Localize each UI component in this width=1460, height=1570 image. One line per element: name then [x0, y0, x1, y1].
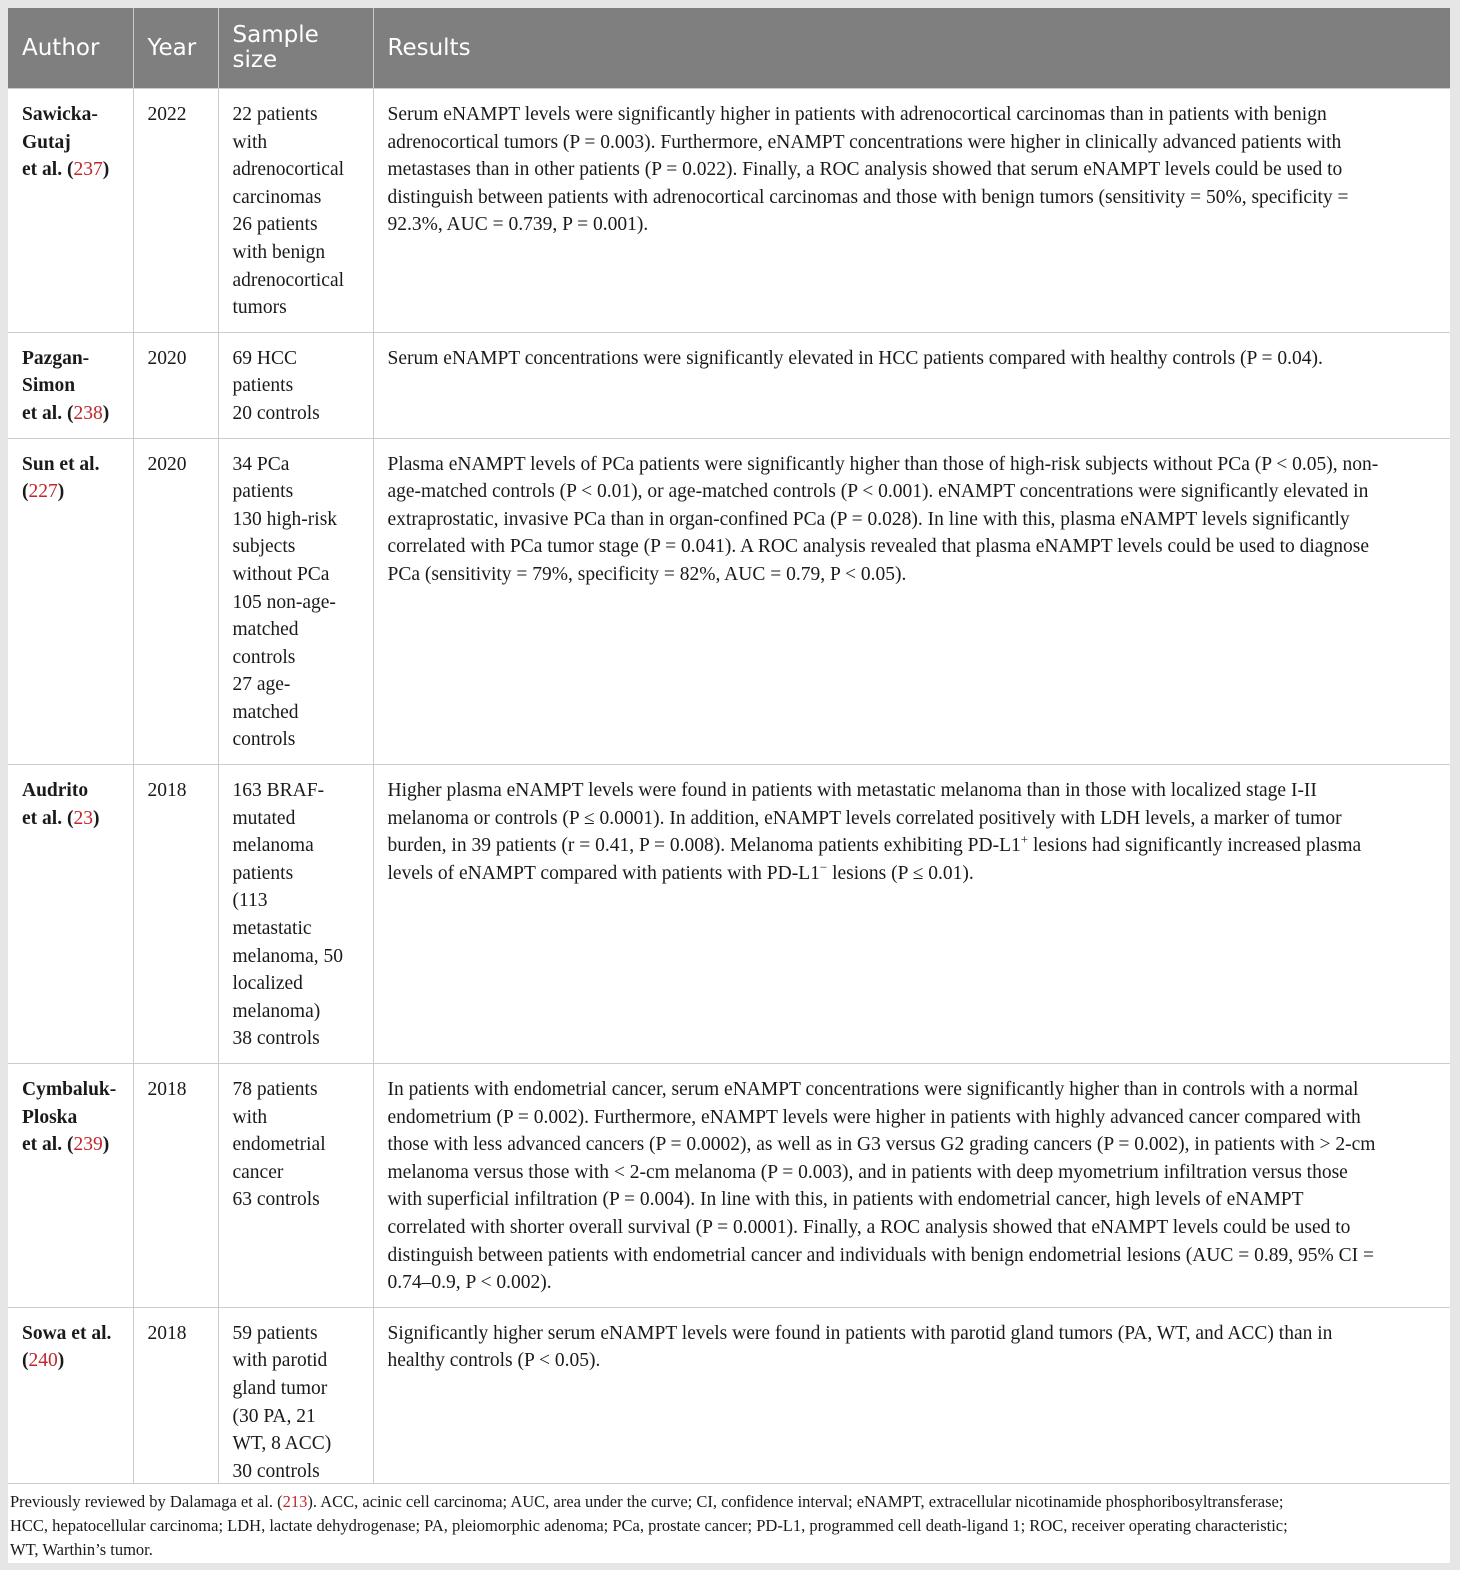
table-row	[8, 1064, 1450, 1308]
year-cell: 2018	[133, 1064, 218, 1308]
table-row	[8, 765, 1450, 1064]
results-cell: Serum eNAMPT concentrations were significantly elevated in HCC patients compared with healthy controls (P = 0.04).	[373, 332, 1450, 438]
author-cell: Sun et al. (227)	[8, 438, 133, 765]
table-row	[8, 438, 1450, 765]
author-cell: Cymbaluk- Ploska et al. (239)	[8, 1064, 133, 1308]
superscript-plus: +	[1020, 831, 1029, 847]
author-cell: Sawicka- Gutaj et al. (237)	[8, 89, 133, 333]
year-cell: 2018	[133, 765, 218, 1064]
author-cell: Pazgan- Simon et al. (238)	[8, 332, 133, 438]
table-row	[8, 332, 1450, 438]
year-cell: 2020	[133, 332, 218, 438]
reference-link[interactable]: 237	[73, 159, 103, 181]
reference-link[interactable]: 239	[73, 1134, 103, 1156]
year-cell: 2018	[133, 1307, 218, 1495]
sample-size-cell: 69 HCC patients 20 controls	[218, 332, 373, 438]
header-sample-size: Sample size	[218, 8, 373, 89]
sample-size-cell: 34 PCa patients 130 high-risk subjects without PCa 105 non-age- matched controls 27 age- matched controls	[218, 438, 373, 765]
author-cell: Sowa et al. (240)	[8, 1307, 133, 1495]
results-cell: Significantly higher serum eNAMPT levels were found in patients with parotid gland tumors (PA, WT, and ACC) than in healthy controls (P < 0.05).	[373, 1307, 1450, 1495]
header-results: Results	[373, 8, 1450, 89]
reference-link[interactable]: 213	[282, 1492, 308, 1511]
year-cell: 2020	[133, 438, 218, 765]
table-header-row	[8, 8, 1450, 89]
results-cell: Plasma eNAMPT levels of PCa patients were significantly higher than those of high-risk subjects without PCa (P < 0.05), non- age-matched controls (P < 0.01), or age-matched controls (P < 0.001). eNAMPT concentrations were significantly elevated in extraprostatic, invasive PCa than in organ-confined PCa (P = 0.028). In line with this, plasma eNAMPT levels significantly correlated with PCa tumor stage (P = 0.041). A ROC analysis revealed that plasma eNAMPT levels could be used to diagnose PCa (sensitivity = 79%, specificity = 82%, AUC = 0.79, P < 0.05).	[373, 438, 1450, 765]
header-year: Year	[133, 8, 218, 89]
table-row	[8, 1307, 1450, 1495]
reference-link[interactable]: 227	[28, 481, 58, 503]
sample-size-cell: 22 patients with adrenocortical carcinomas 26 patients with benign adrenocortical tumors	[218, 89, 373, 333]
reference-link[interactable]: 23	[73, 807, 93, 829]
results-cell: Higher plasma eNAMPT levels were found in patients with metastatic melanoma than in those with localized stage I-II melanoma or controls (P ≤ 0.0001). In addition, eNAMPT levels correlated positively with LDH levels, a marker of tumor burden, in 39 patients (r = 0.41, P = 0.008). Melanoma patients exhibiting PD-L1+ lesions had significantly increased plasma levels of eNAMPT compared with patients with PD-L1− lesions (P ≤ 0.01).	[373, 765, 1450, 1064]
author-cell: Audrito et al. (23)	[8, 765, 133, 1064]
superscript-minus: −	[819, 859, 828, 875]
results-cell: In patients with endometrial cancer, serum eNAMPT concentrations were significantly higher than in controls with a normal endometrium (P = 0.002). Furthermore, eNAMPT levels were higher in patients with highly advanced cancer compared with those with less advanced cancers (P = 0.0002), as well as in G3 versus G2 grading cancers (P = 0.002), in patients with > 2-cm melanoma versus those with < 2-cm melanoma (P = 0.003), and in patients with deep myometrium infiltration versus those with superficial infiltration (P = 0.004). In line with this, in patients with endometrial cancer, high levels of eNAMPT correlated with shorter overall survival (P = 0.0001). Finally, a ROC analysis showed that eNAMPT levels could be used to distinguish between patients with endometrial cancer and individuals with benign endometrial lesions (AUC = 0.89, 95% CI = 0.74–0.9, P < 0.002).	[373, 1064, 1450, 1308]
year-cell: 2022	[133, 89, 218, 333]
table-row	[8, 89, 1450, 333]
reference-link[interactable]: 238	[73, 402, 103, 424]
reference-link[interactable]: 240	[28, 1350, 58, 1372]
sample-size-cell: 78 patients with endometrial cancer 63 controls	[218, 1064, 373, 1308]
header-author: Author	[8, 8, 133, 89]
sample-size-cell: 163 BRAF- mutated melanoma patients (113 metastatic melanoma, 50 localized melanoma) 38 controls	[218, 765, 373, 1064]
table-footnote: Previously reviewed by Dalamaga et al. (213). ACC, acinic cell carcinoma; AUC, area under the curve; CI, confidence interval; eNAMPT, extracellular nicotinamide phosphoribosyltransferase; HCC, hepatocellular carcinoma; LDH, lactate dehydrogenase; PA, pleiomorphic adenoma; PCa, prostate cancer; PD-L1, programmed cell death-ligand 1; ROC, receiver operating characteristic; WT, Warthin’s tumor.	[8, 1483, 1450, 1563]
results-cell: Serum eNAMPT levels were significantly higher in patients with adrenocortical carcinomas than in patients with benign adrenocortical tumors (P = 0.003). Furthermore, eNAMPT concentrations were higher in clinically advanced patients with metastases than in other patients (P = 0.022). Finally, a ROC analysis showed that serum eNAMPT levels could be used to distinguish between patients with adrenocortical carcinomas and those with benign tumors (sensitivity = 50%, specificity = 92.3%, AUC = 0.739, P = 0.001).	[373, 89, 1450, 333]
sample-size-cell: 59 patients with parotid gland tumor (30 PA, 21 WT, 8 ACC) 30 controls	[218, 1307, 373, 1495]
results-table	[8, 8, 1450, 1495]
